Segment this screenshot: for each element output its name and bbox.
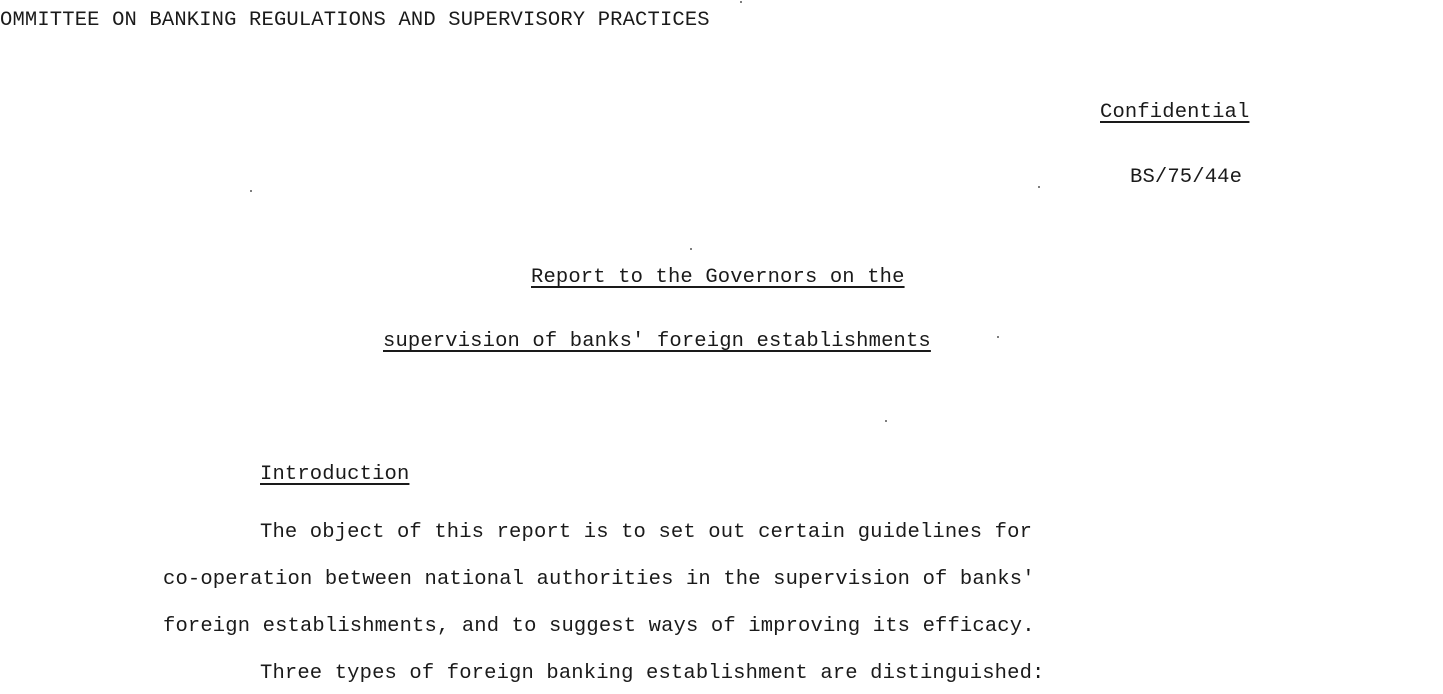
document-reference: BS/75/44e <box>1130 166 1243 189</box>
committee-heading: OMMITTEE ON BANKING REGULATIONS AND SUPERVISORY PRACTICES <box>0 9 710 32</box>
body-paragraph-line: foreign establishments, and to suggest ways of improving its efficacy. <box>163 615 1035 638</box>
body-paragraph-line: The object of this report is to set out certain guidelines for <box>260 521 1033 544</box>
scan-speck <box>997 336 999 338</box>
body-paragraph-line: Three types of foreign banking establishment are distinguished: <box>260 662 1045 685</box>
scan-speck <box>740 1 742 3</box>
scan-speck <box>1038 186 1040 188</box>
report-title-line-2: supervision of banks' foreign establishments <box>383 330 931 353</box>
scan-speck <box>250 190 252 192</box>
body-paragraph-line: co-operation between national authorities in the supervision of banks' <box>163 568 1035 591</box>
scan-speck <box>885 420 887 422</box>
report-title-line-1: Report to the Governors on the <box>531 266 905 289</box>
classification-label: Confidential <box>1100 101 1250 124</box>
section-heading: Introduction <box>260 463 410 486</box>
scan-speck <box>690 248 692 250</box>
